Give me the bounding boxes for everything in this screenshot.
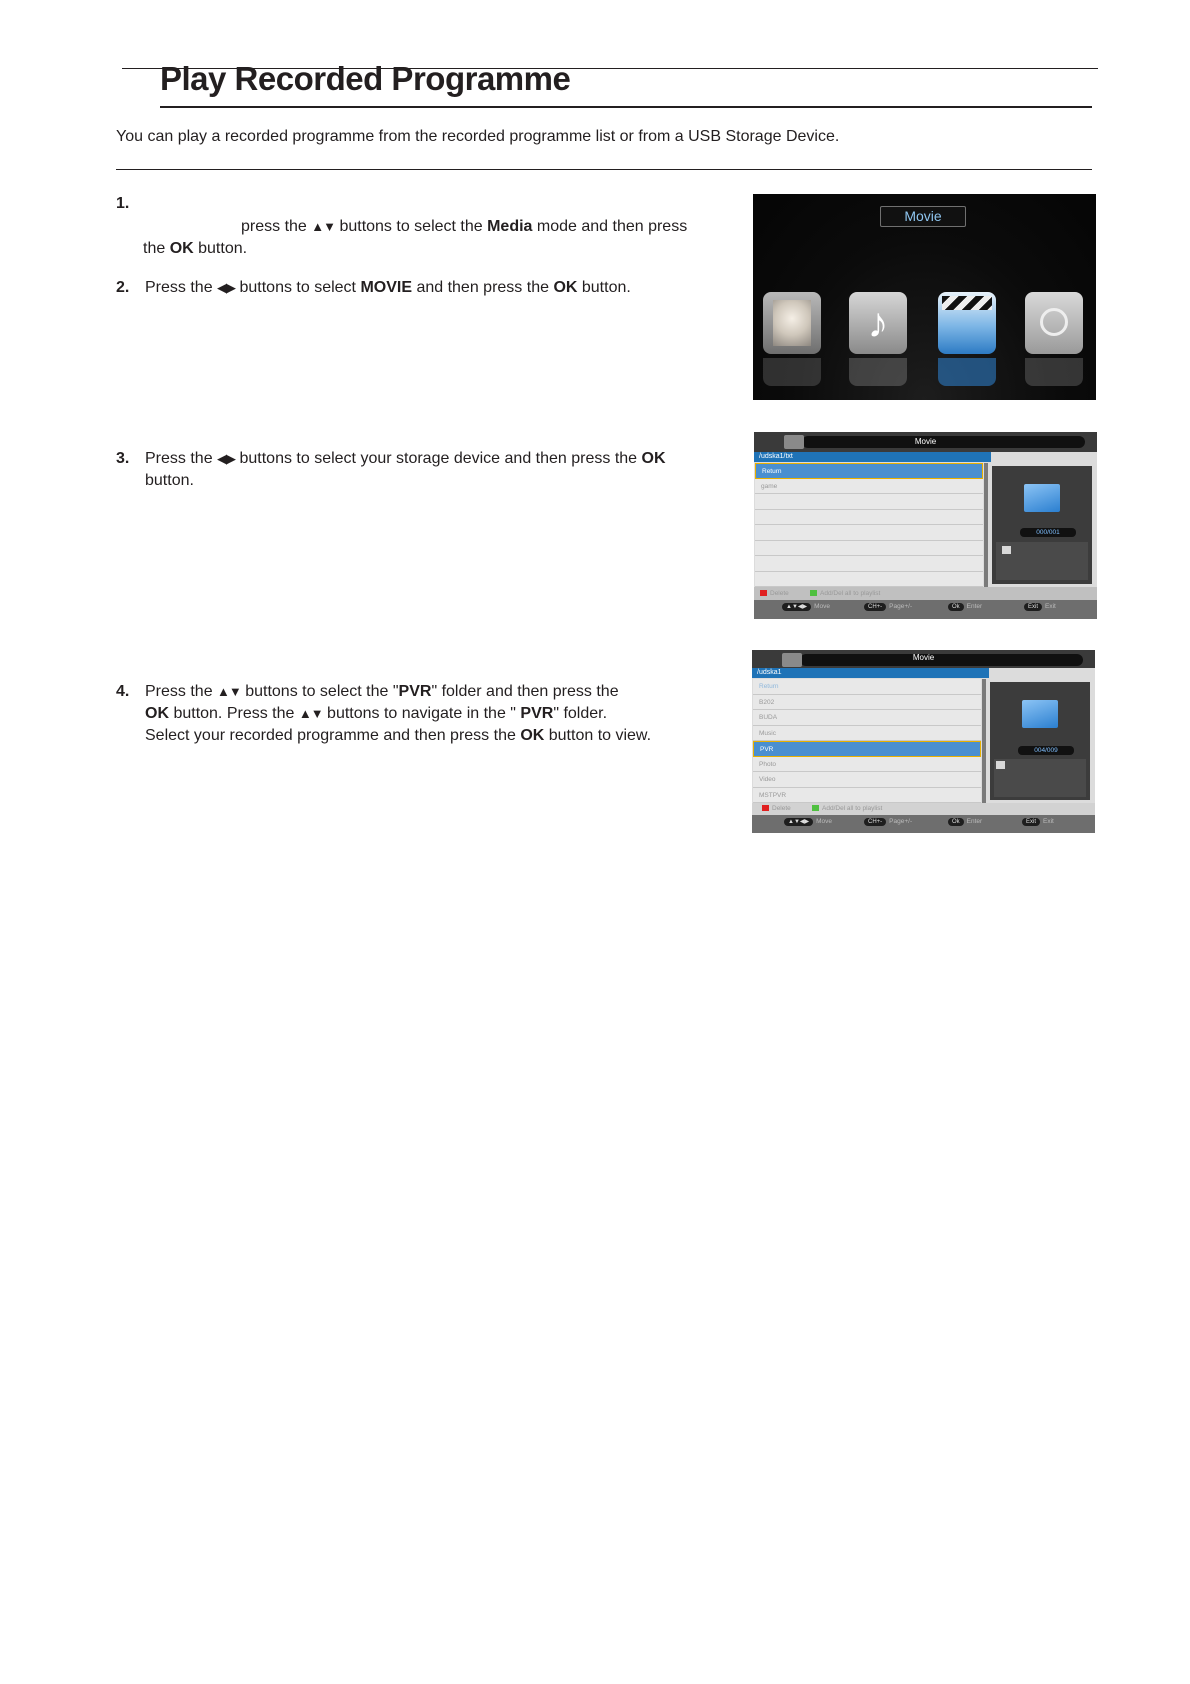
- ok-key-icon: Ok: [948, 818, 964, 826]
- list-item[interactable]: Photo: [753, 757, 981, 773]
- page-label: Page+/-: [889, 603, 913, 610]
- step-line: [143, 238, 247, 260]
- green-key-icon: [810, 590, 817, 596]
- arrow-keys-icon: ▲▼◀▶: [782, 603, 811, 611]
- step-line: [145, 448, 666, 470]
- list-item-selected[interactable]: PVR: [753, 741, 981, 757]
- step-bold-text: MOVIE: [360, 279, 412, 296]
- text-icon-reflection: [1025, 358, 1083, 386]
- step-bold-text: Media: [487, 218, 533, 235]
- browser-header: [752, 650, 1095, 668]
- list-item[interactable]: Music: [753, 726, 981, 742]
- step-text: Press the: [145, 683, 218, 700]
- step-line: [241, 216, 687, 238]
- step-text: button to view.: [544, 727, 652, 744]
- media-menu-screenshot: [753, 194, 1096, 400]
- step-text: " folder and then press the: [431, 683, 619, 700]
- channel-key-icon: CH+-: [864, 603, 886, 611]
- item-counter: 004/009: [1018, 746, 1074, 755]
- exit-label: Exit: [1045, 603, 1056, 610]
- ok-key-icon: Ok: [948, 603, 964, 611]
- photo-icon: [763, 292, 821, 354]
- list-item-empty: [755, 541, 983, 557]
- menu-mode-label: Movie: [880, 206, 966, 227]
- browser-path: /udska1/txt: [754, 452, 991, 462]
- intro-text: You can play a recorded programme from the recorded programme list or from a USB Storage Device.: [116, 128, 840, 145]
- delete-hint: [762, 805, 791, 812]
- item-counter: 000/001: [1020, 528, 1076, 537]
- step-2: [116, 277, 736, 303]
- list-item[interactable]: B202: [753, 695, 981, 711]
- pvr-browser-screenshot: [752, 650, 1095, 833]
- up-down-arrows-icon: ▲▼: [298, 706, 323, 721]
- enter-label: Enter: [966, 818, 983, 825]
- file-info-icon: [996, 761, 1005, 769]
- list-item[interactable]: BUDA: [753, 710, 981, 726]
- step-bold-text: OK: [641, 450, 666, 467]
- list-scrollbar[interactable]: [984, 463, 988, 587]
- clapper-stripes: [942, 296, 992, 310]
- move-label: Move: [816, 818, 833, 825]
- list-item-empty: [755, 510, 983, 526]
- step-text: and then press the: [412, 279, 554, 296]
- step-bold-text: OK: [145, 705, 169, 722]
- list-item[interactable]: Video: [753, 772, 981, 788]
- up-down-arrows-icon: ▲▼: [217, 684, 241, 699]
- page-hint: [864, 603, 912, 611]
- delete-label: Delete: [770, 590, 789, 597]
- step-text: button.: [193, 240, 248, 257]
- step-text: Press the: [145, 450, 218, 467]
- step-text: button.: [577, 279, 631, 296]
- step-text: " folder.: [553, 705, 608, 722]
- channel-key-icon: CH+-: [864, 818, 886, 826]
- step-text: buttons to select the ": [240, 683, 399, 700]
- red-key-icon: [760, 590, 767, 596]
- browser-path: /udska1: [752, 668, 989, 678]
- playlist-label: Add/Del all to playlist: [822, 805, 883, 812]
- text-icon: [1025, 292, 1083, 354]
- list-item-empty: [755, 556, 983, 572]
- footer-nav-keys: [752, 815, 1095, 833]
- browser-title: Movie: [912, 653, 935, 662]
- playlist-label: Add/Del all to playlist: [820, 590, 881, 597]
- exit-label: Exit: [1043, 818, 1054, 825]
- browser-title: Movie: [914, 437, 937, 446]
- title-underline: [160, 106, 1092, 108]
- folder-icon: [1024, 484, 1060, 512]
- preview-panel: [992, 466, 1092, 584]
- step-text: button.: [145, 472, 194, 489]
- intro-rule: [116, 169, 1092, 170]
- list-item[interactable]: game: [755, 479, 983, 495]
- footer-colour-keys: [752, 803, 1095, 815]
- step-4: [116, 681, 736, 751]
- enter-label: Enter: [966, 603, 983, 610]
- step-text: Select your recorded programme and then press the: [145, 727, 521, 744]
- step-text: buttons to select your storage device and then press the: [235, 450, 642, 467]
- move-hint: [782, 603, 830, 611]
- up-down-arrows-icon: ▲▼: [311, 219, 335, 234]
- step-text: buttons to navigate in the ": [322, 705, 521, 722]
- step-text: Press the: [145, 279, 218, 296]
- step-bold-text: OK: [553, 279, 578, 296]
- step-3: [116, 448, 736, 496]
- file-list: [753, 679, 981, 803]
- left-right-arrows-icon: ◀▶: [217, 280, 236, 295]
- music-icon-reflection: [849, 358, 907, 386]
- step-line: [145, 277, 631, 299]
- red-key-icon: [762, 805, 769, 811]
- delete-hint: [760, 590, 789, 597]
- move-hint: [784, 818, 832, 826]
- text-icon-circle: [1040, 308, 1068, 336]
- move-label: Move: [814, 603, 831, 610]
- playlist-hint: [810, 590, 880, 597]
- step-number: 4.: [116, 683, 130, 700]
- storage-browser-screenshot: [754, 432, 1097, 619]
- movie-icon: [938, 292, 996, 354]
- photo-thumbnail: [773, 300, 811, 346]
- movie-icon-reflection: [938, 358, 996, 386]
- step-line: [145, 470, 194, 492]
- file-info-icon: [1002, 546, 1011, 554]
- exit-key-icon: Exit: [1024, 603, 1042, 611]
- info-box: [994, 759, 1086, 797]
- step-line: [145, 703, 607, 725]
- list-item[interactable]: Return: [755, 463, 983, 479]
- delete-label: Delete: [772, 805, 791, 812]
- step-1: [116, 193, 736, 263]
- step-text: button. Press the: [169, 705, 299, 722]
- list-item[interactable]: Return: [753, 679, 981, 695]
- step-text: the: [143, 240, 170, 257]
- photo-icon-reflection: [763, 358, 821, 386]
- exit-hint: [1024, 603, 1056, 611]
- folder-icon: [1022, 700, 1058, 728]
- arrow-keys-icon: ▲▼◀▶: [784, 818, 813, 826]
- exit-key-icon: Exit: [1022, 818, 1040, 826]
- list-item-empty: [755, 572, 983, 588]
- step-text: buttons to select the: [335, 218, 488, 235]
- file-list: [755, 463, 983, 587]
- list-item[interactable]: MSTPVR: [753, 788, 981, 804]
- step-text: press the: [241, 218, 312, 235]
- step-text: mode and then press: [532, 218, 688, 235]
- step-bold-text: PVR: [520, 705, 554, 722]
- music-icon: ♪: [849, 292, 907, 354]
- step-bold-text: OK: [520, 727, 545, 744]
- list-item-empty: [755, 494, 983, 510]
- browser-header: [754, 432, 1097, 452]
- step-bold-text: PVR: [398, 683, 432, 700]
- step-line: [145, 681, 619, 703]
- green-key-icon: [812, 805, 819, 811]
- step-number: 1.: [116, 195, 130, 212]
- step-bold-text: OK: [169, 240, 194, 257]
- page-title: Play Recorded Programme: [160, 60, 571, 97]
- footer-nav-keys: [754, 600, 1097, 619]
- enter-hint: [948, 603, 982, 611]
- step-line: [145, 725, 651, 747]
- list-item-empty: [755, 525, 983, 541]
- exit-hint: [1022, 818, 1054, 826]
- preview-panel: [990, 682, 1090, 800]
- enter-hint: [948, 818, 982, 826]
- list-scrollbar[interactable]: [982, 679, 986, 803]
- page-label: Page+/-: [889, 818, 913, 825]
- playlist-hint: [812, 805, 882, 812]
- footer-colour-keys: [754, 587, 1097, 600]
- step-number: 2.: [116, 279, 130, 296]
- left-right-arrows-icon: ◀▶: [217, 451, 236, 466]
- step-text: buttons to select: [235, 279, 361, 296]
- step-number: 3.: [116, 450, 130, 467]
- page-hint: [864, 818, 912, 826]
